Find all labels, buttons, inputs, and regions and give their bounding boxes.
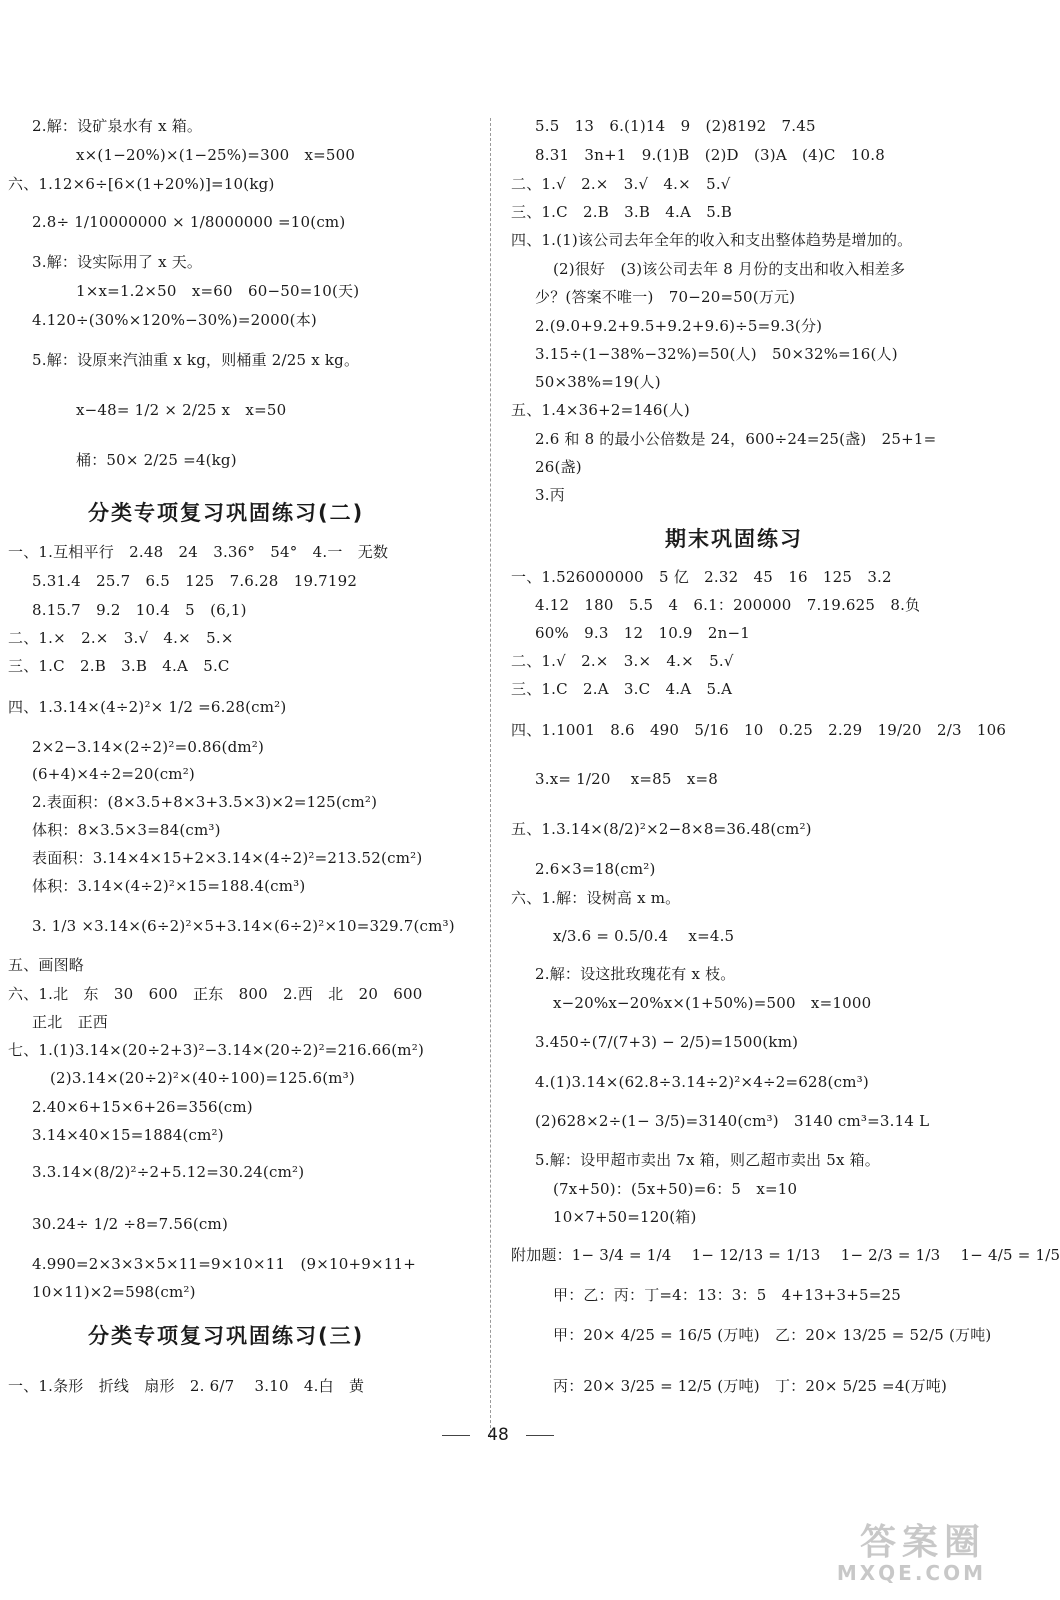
answer-line: 三、1.C 2.B 3.B 4.A 5.C bbox=[8, 657, 230, 675]
answer-line: 10×11)×2=598(cm²) bbox=[32, 1283, 196, 1301]
watermark-url: MXQE.COM bbox=[836, 1561, 986, 1585]
answer-line: 一、1.互相平行 2.48 24 3.36° 54° 4.一 无数 bbox=[8, 543, 389, 561]
answer-line: (2)3.14×(20÷2)²×(40÷100)=125.6(m³) bbox=[50, 1069, 355, 1087]
answer-line: 三、1.C 2.B 3.B 4.A 5.B bbox=[511, 203, 733, 221]
answer-line: (6+4)×4÷2=20(cm²) bbox=[32, 765, 195, 783]
section-heading: 分类专项复习巩固练习(二) bbox=[88, 501, 365, 525]
answer-line: (2)628×2÷(1− 3/5)=3140(cm³) 3140 cm³=3.14 L bbox=[535, 1112, 930, 1130]
answer-line: 桶：50× 2/25 =4(kg) bbox=[76, 451, 237, 469]
answer-line: 2×2−3.14×(2÷2)²=0.86(dm²) bbox=[32, 738, 265, 756]
answer-line: 4.12 180 5.5 4 6.1：200000 7.19.625 8.负 bbox=[535, 596, 921, 614]
answer-line: 三、1.C 2.A 3.C 4.A 5.A bbox=[511, 680, 733, 698]
answer-line: 4.(1)3.14×(62.8÷3.14÷2)²×4÷2=628(cm³) bbox=[535, 1073, 869, 1091]
section-heading: 分类专项复习巩固练习(三) bbox=[88, 1324, 365, 1348]
answer-line: 2.解：设这批玫瑰花有 x 枝。 bbox=[535, 965, 736, 983]
answer-line: 甲：20× 4/25 = 16/5 (万吨) 乙：20× 13/25 = 52/5 (万吨) bbox=[553, 1326, 992, 1344]
answer-line: 2.40×6+15×6+26=356(cm) bbox=[32, 1098, 253, 1116]
answer-line: (2)很好 (3)该公司去年 8 月份的支出和收入相差多 bbox=[553, 260, 906, 278]
answer-line: 正北 正西 bbox=[32, 1013, 109, 1031]
answer-line: x−20%x−20%x×(1+50%)=500 x=1000 bbox=[553, 994, 872, 1012]
answer-line: 3.15÷(1−38%−32%)=50(人) 50×32%=16(人) bbox=[535, 345, 898, 363]
answer-line: 1×x=1.2×50 x=60 60−50=10(天) bbox=[76, 282, 360, 300]
answer-line: 少？(答案不唯一) 70−20=50(万元) bbox=[535, 288, 796, 306]
answer-line: 二、1.× 2.× 3.√ 4.× 5.× bbox=[8, 629, 234, 647]
answer-line: 3.解：设实际用了 x 天。 bbox=[32, 253, 203, 271]
answer-line: 60% 9.3 12 10.9 2n−1 bbox=[535, 624, 750, 642]
answer-line: 表面积：3.14×4×15+2×3.14×(4÷2)²=213.52(cm²) bbox=[32, 849, 423, 867]
answer-line: 50×38%=19(人) bbox=[535, 373, 661, 391]
watermark-title: 答案圈 bbox=[859, 1522, 986, 1563]
footer-dash-left bbox=[442, 1435, 470, 1436]
answer-line: 体积：8×3.5×3=84(cm³) bbox=[32, 821, 221, 839]
answer-line: 2.表面积：(8×3.5+8×3+3.5×3)×2=125(cm²) bbox=[32, 793, 378, 811]
answer-line: 3.丙 bbox=[535, 486, 565, 504]
answer-line: 2.8÷ 1/10000000 × 1/8000000 =10(cm) bbox=[32, 213, 346, 231]
answer-line: 4.990=2×3×3×5×11=9×10×11 (9×10+9×11+ bbox=[32, 1255, 417, 1273]
answer-line: 附加题：1− 3/4 = 1/4 1− 12/13 = 1/13 1− 2/3 = 1/3 1− 4/5 = 1/5 bbox=[511, 1246, 1060, 1264]
answer-line: 七、1.(1)3.14×(20÷2+3)²−3.14×(20÷2)²=216.66(m²) bbox=[8, 1041, 424, 1059]
answer-line: 六、1.解：设树高 x m。 bbox=[511, 889, 681, 907]
answer-line: x/3.6 = 0.5/0.4 x=4.5 bbox=[553, 927, 735, 945]
watermark-logo bbox=[756, 1514, 986, 1594]
answer-line: 五、1.3.14×(8/2)²×2−8×8=36.48(cm²) bbox=[511, 820, 812, 838]
answer-line: 四、1.(1)该公司去年全年的收入和支出整体趋势是增加的。 bbox=[511, 231, 913, 249]
answer-line: 2.(9.0+9.2+9.5+9.2+9.6)÷5=9.3(分) bbox=[535, 317, 823, 335]
column-divider bbox=[490, 118, 491, 1438]
answer-line: 3. 1/3 ×3.14×(6÷2)²×5+3.14×(6÷2)²×10=329.7(cm³) bbox=[32, 917, 455, 935]
answer-line: 26(盏) bbox=[535, 458, 582, 476]
page-footer bbox=[0, 1425, 996, 1445]
answer-line: 2.6×3=18(cm²) bbox=[535, 860, 656, 878]
answer-line: 2.解：设矿泉水有 x 箱。 bbox=[32, 117, 203, 135]
answer-line: x×(1−20%)×(1−25%)=300 x=500 bbox=[76, 146, 356, 164]
answer-line: 5.解：设甲超市卖出 7x 箱，则乙超市卖出 5x 箱。 bbox=[535, 1151, 880, 1169]
answer-line: 一、1.526000000 5 亿 2.32 45 16 125 3.2 bbox=[511, 568, 892, 586]
answer-line: x−48= 1/2 × 2/25 x x=50 bbox=[76, 401, 287, 419]
answer-line: 二、1.√ 2.× 3.√ 4.× 5.√ bbox=[511, 175, 731, 193]
answer-line: 4.120÷(30%×120%−30%)=2000(本) bbox=[32, 311, 317, 329]
answer-line: 五、画图略 bbox=[8, 956, 85, 974]
answer-line: (7x+50)：(5x+50)=6：5 x=10 bbox=[553, 1180, 798, 1198]
answer-line: 3.450÷(7/(7+3) − 2/5)=1500(km) bbox=[535, 1033, 799, 1051]
answer-line: 六、1.12×6÷[6×(1+20%)]=10(kg) bbox=[8, 175, 275, 193]
answer-line: 30.24÷ 1/2 ÷8=7.56(cm) bbox=[32, 1215, 228, 1233]
section-heading: 期末巩固练习 bbox=[665, 527, 803, 551]
footer-dash-right bbox=[526, 1435, 554, 1436]
answer-line: 四、1.3.14×(4÷2)²× 1/2 =6.28(cm²) bbox=[8, 698, 287, 716]
answer-line: 四、1.1001 8.6 490 5/16 10 0.25 2.29 19/20 2/3 106 bbox=[511, 721, 1007, 739]
answer-line: 丙：20× 3/25 = 12/5 (万吨) 丁：20× 5/25 =4(万吨) bbox=[553, 1377, 948, 1395]
answer-line: 二、1.√ 2.× 3.× 4.× 5.√ bbox=[511, 652, 734, 670]
answer-line: 8.31 3n+1 9.(1)B (2)D (3)A (4)C 10.8 bbox=[535, 146, 885, 164]
answer-line: 5.31.4 25.7 6.5 125 7.6.28 19.7192 bbox=[32, 572, 358, 590]
answer-line: 六、1.北 东 30 600 正东 800 2.西 北 20 600 bbox=[8, 985, 423, 1003]
answer-line: 五、1.4×36+2=146(人) bbox=[511, 401, 690, 419]
answer-line: 5.5 13 6.(1)14 9 (2)8192 7.45 bbox=[535, 117, 816, 135]
answer-line: 3.3.14×(8/2)²÷2+5.12=30.24(cm²) bbox=[32, 1163, 305, 1181]
answer-line: 3.14×40×15=1884(cm²) bbox=[32, 1126, 224, 1144]
page-number: 48 bbox=[487, 1425, 509, 1445]
answer-line: 体积：3.14×(4÷2)²×15=188.4(cm³) bbox=[32, 877, 306, 895]
answer-line: 甲：乙：丙：丁=4：13：3：5 4+13+3+5=25 bbox=[553, 1286, 901, 1304]
answer-line: 2.6 和 8 的最小公倍数是 24，600÷24=25(盏) 25+1= bbox=[535, 430, 937, 448]
answer-line: 10×7+50=120(箱) bbox=[553, 1208, 697, 1226]
answer-line: 3.x= 1/20 x=85 x=8 bbox=[535, 770, 719, 788]
answer-line: 5.解：设原来汽油重 x kg，则桶重 2/25 x kg。 bbox=[32, 351, 360, 369]
answer-line: 8.15.7 9.2 10.4 5 (6,1) bbox=[32, 601, 247, 619]
answer-line: 一、1.条形 折线 扇形 2. 6/7 3.10 4.白 黄 bbox=[8, 1377, 365, 1395]
